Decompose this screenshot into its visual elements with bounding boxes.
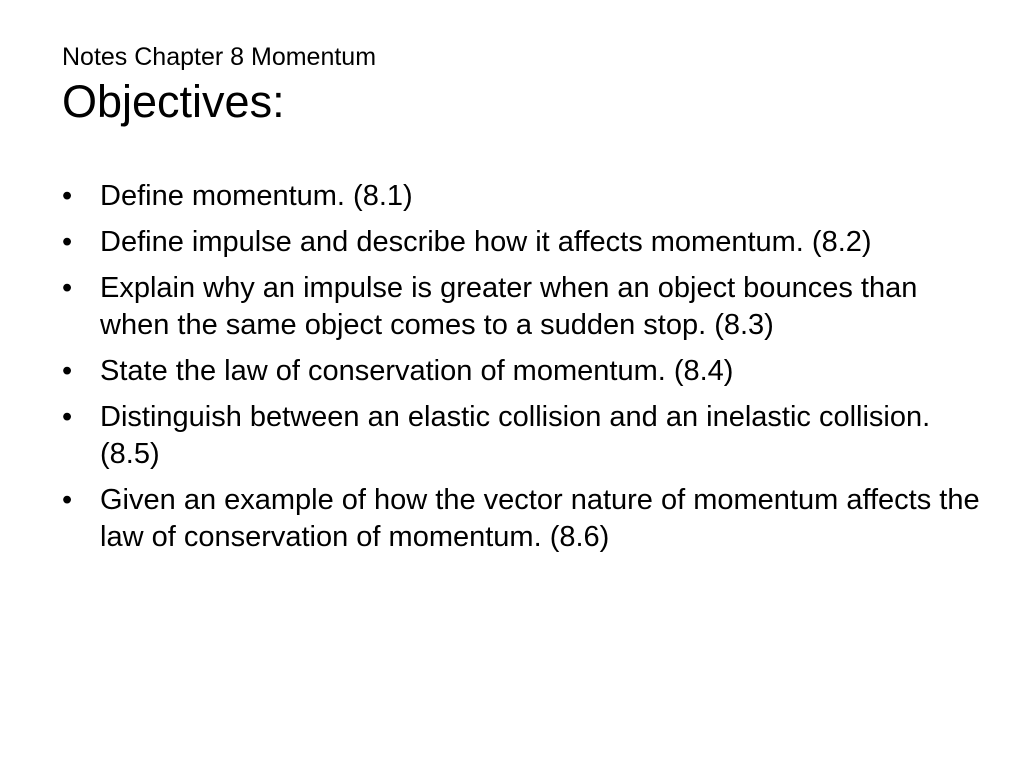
bullet-icon: • (62, 401, 73, 433)
bullet-icon: • (62, 226, 73, 258)
objective-item (62, 353, 982, 390)
objective-text: State the law of conservation of momentum. (8.4) (100, 355, 734, 387)
bullet-icon: • (62, 484, 73, 516)
bullet-icon: • (62, 180, 73, 212)
objective-item (62, 482, 982, 556)
objective-item (62, 270, 982, 344)
objective-text: Explain why an impulse is greater when an object bounces than when the same object comes to a sudden stop. (8.3) (100, 272, 918, 341)
objective-text: Define impulse and describe how it affects momentum. (8.2) (100, 226, 872, 258)
bullet-icon: • (62, 355, 73, 387)
objective-text: Given an example of how the vector nature of momentum affects the law of conservation of momentum. (8.6) (100, 484, 980, 553)
title-block (62, 40, 962, 130)
slide-subtitle: Notes Chapter 8 Momentum (62, 43, 377, 71)
objective-item (62, 399, 982, 473)
objective-text: Define momentum. (8.1) (100, 180, 413, 212)
objective-item (62, 224, 982, 261)
objectives-list (62, 178, 982, 565)
objective-text: Distinguish between an elastic collision and an inelastic collision. (8.5) (100, 401, 931, 470)
objective-item (62, 178, 982, 215)
slide-title: Objectives: (62, 76, 285, 127)
bullet-icon: • (62, 272, 73, 304)
